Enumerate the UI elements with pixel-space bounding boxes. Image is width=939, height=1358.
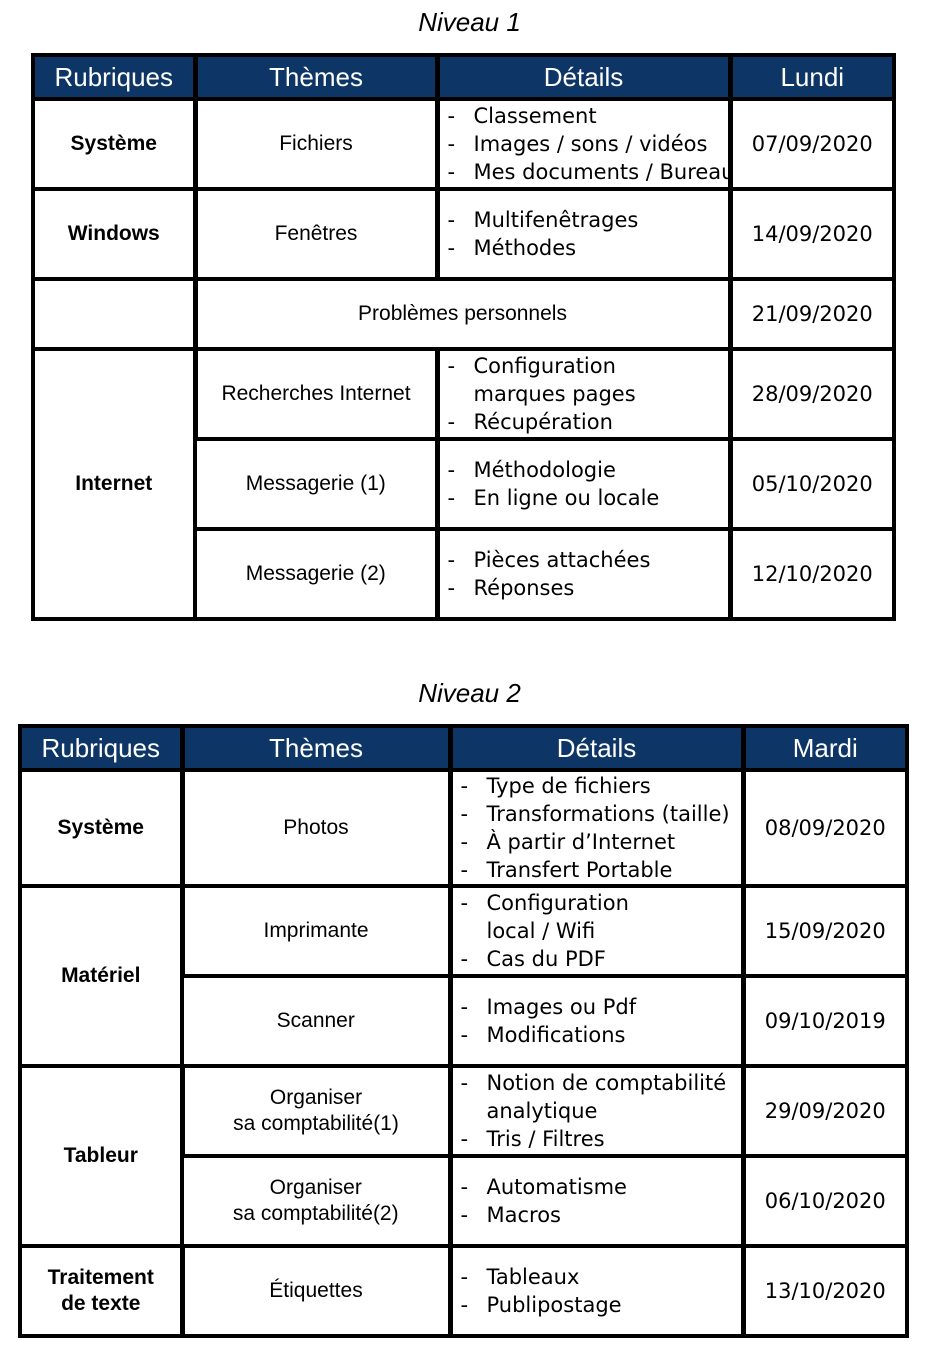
date-cell: 07/09/2020 — [730, 99, 894, 189]
detail-item: - Méthodologie — [448, 456, 724, 484]
theme-cell: Fenêtres — [195, 189, 437, 279]
details-list — [461, 889, 737, 973]
detail-item: - Transformations (taille) — [461, 800, 737, 828]
detail-item: - Tris / Filtres — [461, 1125, 737, 1153]
table-row — [20, 1246, 907, 1336]
rubrique-cell: Windows — [33, 189, 195, 279]
date-cell: 05/10/2020 — [730, 439, 894, 529]
level2-table — [18, 724, 909, 1338]
date-cell: 29/09/2020 — [743, 1066, 907, 1156]
rubrique-cell: Internet — [33, 349, 195, 619]
rubrique-cell: Traitement de texte — [20, 1246, 182, 1336]
theme-cell: Photos — [182, 770, 450, 886]
table-row — [20, 1066, 907, 1156]
theme-cell: Fichiers — [195, 99, 437, 189]
date-cell: 12/10/2020 — [730, 529, 894, 619]
details-list — [461, 993, 737, 1049]
level2-title: Niveau 2 — [418, 678, 521, 708]
details-cell — [450, 886, 743, 976]
detail-item: - Images / sons / vidéos — [448, 130, 724, 158]
detail-item: - Modifications — [461, 1021, 737, 1049]
detail-item: local / Wifi — [486, 919, 596, 943]
details-cell — [437, 349, 730, 439]
theme-cell: Problèmes personnels — [195, 279, 730, 349]
rubrique-cell: Matériel — [20, 886, 182, 1066]
table-row — [20, 886, 907, 976]
header-details: Détails — [437, 55, 730, 99]
header-day: Mardi — [743, 726, 907, 770]
detail-item: - Macros — [461, 1201, 737, 1229]
theme-cell: Étiquettes — [182, 1246, 450, 1336]
detail-item: - Notion de comptabilité — [461, 1069, 737, 1097]
detail-item: - Mes documents / Bureau — [448, 158, 724, 186]
detail-item: analytique — [486, 1099, 598, 1123]
header-details: Détails — [450, 726, 743, 770]
detail-item: - Automatisme — [461, 1173, 737, 1201]
theme-cell: Organiser sa comptabilité(2) — [182, 1156, 450, 1246]
details-list — [448, 206, 724, 262]
details-cell — [437, 439, 730, 529]
detail-item: - Transfert Portable — [461, 856, 737, 884]
details-list — [461, 1173, 737, 1229]
header-rubriques: Rubriques — [33, 55, 195, 99]
details-list — [461, 1263, 737, 1319]
detail-item: - Classement — [448, 102, 724, 130]
detail-item: - Réponses — [448, 574, 724, 602]
table-row — [33, 189, 894, 279]
detail-item: - En ligne ou locale — [448, 484, 724, 512]
details-list — [448, 456, 724, 512]
details-list — [448, 352, 724, 436]
details-cell — [437, 529, 730, 619]
theme-cell: Imprimante — [182, 886, 450, 976]
date-cell: 13/10/2020 — [743, 1246, 907, 1336]
details-list — [448, 102, 735, 186]
details-cell — [450, 1066, 743, 1156]
theme-cell: Messagerie (2) — [195, 529, 437, 619]
level1-table — [31, 53, 896, 621]
detail-item: - Pièces attachées — [448, 546, 724, 574]
rubrique-cell: Système — [20, 770, 182, 886]
detail-item: - Configuration — [461, 889, 737, 917]
detail-item: - Images ou Pdf — [461, 993, 737, 1021]
detail-item: - Tableaux — [461, 1263, 737, 1291]
header-themes: Thèmes — [195, 55, 437, 99]
theme-cell: Messagerie (1) — [195, 439, 437, 529]
detail-item: marques pages — [473, 382, 636, 406]
date-cell: 14/09/2020 — [730, 189, 894, 279]
details-list — [448, 546, 724, 602]
rubrique-cell: Tableur — [20, 1066, 182, 1246]
details-list — [461, 772, 737, 884]
table-row — [33, 279, 894, 349]
details-cell — [450, 770, 743, 886]
table-row — [20, 770, 907, 886]
details-cell — [450, 1156, 743, 1246]
detail-item: - Configuration — [448, 352, 724, 380]
table-row — [33, 99, 894, 189]
detail-item: - Méthodes — [448, 234, 724, 262]
detail-item: - Type de fichiers — [461, 772, 737, 800]
detail-item: - Cas du PDF — [461, 945, 737, 973]
details-cell — [437, 99, 735, 189]
date-cell: 06/10/2020 — [743, 1156, 907, 1246]
detail-item: - Publipostage — [461, 1291, 737, 1319]
date-cell: 21/09/2020 — [730, 279, 894, 349]
details-cell — [450, 976, 743, 1066]
level1-title: Niveau 1 — [418, 7, 521, 37]
date-cell: 08/09/2020 — [743, 770, 907, 886]
rubrique-cell — [33, 279, 195, 349]
theme-cell: Organiser sa comptabilité(1) — [182, 1066, 450, 1156]
header-day: Lundi — [730, 55, 894, 99]
detail-item: - Récupération — [448, 408, 724, 436]
details-cell — [437, 189, 730, 279]
date-cell: 15/09/2020 — [743, 886, 907, 976]
header-rubriques: Rubriques — [20, 726, 182, 770]
rubrique-cell: Système — [33, 99, 195, 189]
date-cell: 28/09/2020 — [730, 349, 894, 439]
details-cell — [450, 1246, 743, 1336]
details-list — [461, 1069, 737, 1153]
theme-cell: Recherches Internet — [195, 349, 437, 439]
header-row — [33, 55, 894, 99]
table-row — [33, 349, 894, 439]
detail-item: - Multifenêtrages — [448, 206, 724, 234]
header-themes: Thèmes — [182, 726, 450, 770]
date-cell: 09/10/2019 — [743, 976, 907, 1066]
detail-item: - À partir d’Internet — [461, 828, 737, 856]
header-row — [20, 726, 907, 770]
theme-cell: Scanner — [182, 976, 450, 1066]
